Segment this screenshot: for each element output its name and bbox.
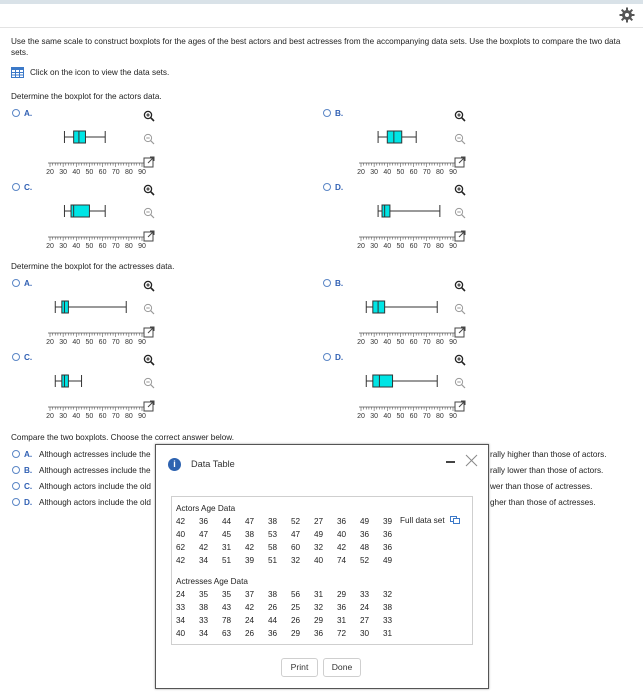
part2-prompt: Determine the boxplot for the actresses data. <box>11 262 175 271</box>
data-table-icon[interactable] <box>11 67 24 78</box>
axis-tick-label: 50 <box>85 169 94 175</box>
actresses-data-title: Actresses Age Data <box>176 577 248 586</box>
answer-a-radio[interactable] <box>12 450 20 458</box>
actresses-data-cell: 33 <box>360 590 370 599</box>
actors-data-cell: 31 <box>222 543 232 552</box>
zoom-in-icon[interactable] <box>454 110 466 122</box>
actors-data-cell: 36 <box>383 543 393 552</box>
answer-c-letter: C. <box>24 482 33 491</box>
actors-boxplot-d <box>355 199 460 249</box>
actresses-data-cell: 34 <box>176 616 186 625</box>
minimize-icon[interactable] <box>446 461 455 463</box>
actors-data-cell: 38 <box>245 530 255 539</box>
actresses-boxplot-d <box>355 369 460 419</box>
axis-tick-label: 30 <box>370 243 379 249</box>
axis-tick-label: 20 <box>357 169 365 175</box>
axis-tick-label: 90 <box>449 339 457 345</box>
axis-tick-label: 20 <box>46 243 54 249</box>
actors-data-table <box>176 515 406 567</box>
actors-data-cell: 32 <box>291 556 301 565</box>
actors-data-cell: 44 <box>222 517 232 526</box>
axis-tick-label: 30 <box>59 339 68 345</box>
actors-data-cell: 27 <box>314 517 324 526</box>
iqr-box <box>74 131 86 143</box>
iqr-box <box>387 131 401 143</box>
data-table-dialog <box>155 444 489 689</box>
actresses-data-cell: 29 <box>337 590 347 599</box>
answer-a-letter: A. <box>24 450 33 459</box>
answer-d-text-left: Although actors include the old <box>39 498 151 507</box>
axis-tick-label: 30 <box>59 243 68 249</box>
actresses-data-cell: 43 <box>222 603 232 612</box>
axis-tick-label: 60 <box>409 339 418 345</box>
actresses-data-cell: 42 <box>245 603 255 612</box>
actresses-option-c-label: C. <box>24 353 33 362</box>
axis-tick-label: 40 <box>72 413 81 419</box>
actresses-data-cell: 40 <box>176 629 186 638</box>
axis-tick-label: 30 <box>59 413 68 419</box>
actresses-option-b-label: B. <box>335 279 344 288</box>
actors-option-b-label: B. <box>335 109 344 118</box>
actresses-data-cell: 32 <box>383 590 393 599</box>
axis-tick-label: 20 <box>46 169 54 175</box>
popout-icon[interactable] <box>454 326 466 338</box>
actors-data-cell: 32 <box>314 543 324 552</box>
actresses-data-cell: 33 <box>199 616 209 625</box>
actors-data-cell: 34 <box>199 556 209 565</box>
actresses-data-cell: 56 <box>291 590 301 599</box>
axis-tick-label: 90 <box>138 243 146 249</box>
axis-tick-label: 20 <box>357 243 365 249</box>
actresses-data-cell: 44 <box>268 616 278 625</box>
info-icon: i <box>168 458 181 471</box>
actresses-data-cell: 29 <box>314 616 324 625</box>
axis-tick-label: 90 <box>449 243 457 249</box>
answer-d-radio[interactable] <box>12 498 20 506</box>
axis-tick-label: 60 <box>409 413 418 419</box>
actors-data-cell: 52 <box>360 556 370 565</box>
actresses-data-cell: 72 <box>337 629 347 638</box>
instructions: Use the same scale to construct boxplots for the ages of the best actors and best actresses from the accompanying data sets. Use the boxplots to compare the two data sets. <box>11 37 621 57</box>
zoom-out-icon[interactable] <box>143 377 155 389</box>
top-bar <box>0 0 643 4</box>
actresses-data-cell: 34 <box>199 629 209 638</box>
actors-data-cell: 58 <box>268 543 278 552</box>
axis-tick-label: 50 <box>85 339 94 345</box>
actresses-data-cell: 38 <box>383 603 393 612</box>
actors-data-cell: 52 <box>291 517 301 526</box>
axis-tick-label: 60 <box>98 169 107 175</box>
full-data-set-label: Full data set <box>400 516 445 525</box>
actresses-option-c-radio[interactable] <box>12 353 20 361</box>
axis-tick-label: 80 <box>124 243 133 249</box>
actors-data-cell: 40 <box>176 530 186 539</box>
actors-data-cell: 47 <box>199 530 209 539</box>
actors-data-cell: 42 <box>176 556 186 565</box>
data-link-text[interactable]: Click on the icon to view the data sets. <box>30 68 170 77</box>
zoom-out-icon[interactable] <box>454 303 466 315</box>
full-data-set-link[interactable] <box>400 516 460 525</box>
part3-prompt: Compare the two boxplots. Choose the correct answer below. <box>11 433 234 442</box>
actresses-data-cell: 36 <box>314 629 324 638</box>
popout-icon[interactable] <box>143 230 155 242</box>
axis-tick-label: 70 <box>111 339 120 345</box>
actors-data-cell: 47 <box>245 517 255 526</box>
actors-option-a-label: A. <box>24 109 33 118</box>
axis-tick-label: 80 <box>124 339 133 345</box>
actors-option-c-label: C. <box>24 183 33 192</box>
axis-tick-label: 20 <box>46 413 54 419</box>
answer-c-text-left: Although actors include the old <box>39 482 151 491</box>
actors-data-cell: 42 <box>245 543 255 552</box>
actors-data-cell: 60 <box>291 543 301 552</box>
axis-tick-label: 70 <box>422 413 431 419</box>
axis-tick-label: 40 <box>383 169 392 175</box>
actors-data-cell: 45 <box>222 530 232 539</box>
actresses-data-cell: 24 <box>245 616 255 625</box>
actors-data-cell: 53 <box>268 530 278 539</box>
axis-tick-label: 40 <box>72 339 81 345</box>
actors-data-cell: 40 <box>337 530 347 539</box>
popout-icon[interactable] <box>143 400 155 412</box>
axis-tick-label: 70 <box>422 169 431 175</box>
axis-tick-label: 90 <box>138 339 146 345</box>
zoom-in-icon[interactable] <box>454 184 466 196</box>
actors-data-cell: 38 <box>268 517 278 526</box>
axis-tick-label: 30 <box>59 169 68 175</box>
zoom-out-icon[interactable] <box>143 207 155 219</box>
actors-data-cell: 42 <box>176 517 186 526</box>
zoom-in-icon[interactable] <box>143 110 155 122</box>
popout-icon[interactable] <box>454 400 466 412</box>
actors-data-row <box>176 515 406 528</box>
actresses-data-cell: 26 <box>268 603 278 612</box>
actors-data-cell: 42 <box>337 543 347 552</box>
actors-data-cell: 39 <box>383 517 393 526</box>
actresses-data-cell: 31 <box>383 629 393 638</box>
axis-tick-label: 20 <box>46 339 54 345</box>
axis-tick-label: 40 <box>383 413 392 419</box>
actresses-data-cell: 24 <box>360 603 370 612</box>
axis-tick-label: 30 <box>370 169 379 175</box>
popout-icon[interactable] <box>454 156 466 168</box>
actresses-boxplot-a <box>44 295 149 345</box>
actresses-data-cell: 38 <box>268 590 278 599</box>
axis-tick-label: 60 <box>98 243 107 249</box>
actresses-data-cell: 24 <box>176 590 186 599</box>
actors-data-cell: 47 <box>291 530 301 539</box>
actors-data-cell: 42 <box>199 543 209 552</box>
actresses-data-table <box>176 588 406 640</box>
popout-icon[interactable] <box>143 156 155 168</box>
axis-tick-label: 50 <box>85 243 94 249</box>
actors-data-cell: 36 <box>383 530 393 539</box>
axis-tick-label: 80 <box>435 339 444 345</box>
actresses-data-cell: 31 <box>314 590 324 599</box>
close-icon[interactable] <box>465 454 478 467</box>
gear-icon[interactable] <box>619 7 635 23</box>
actresses-data-cell: 35 <box>222 590 232 599</box>
axis-tick-label: 50 <box>396 339 405 345</box>
axis-tick-label: 40 <box>72 243 81 249</box>
actresses-data-cell: 26 <box>291 616 301 625</box>
print-button[interactable]: Print <box>281 658 318 677</box>
popout-icon[interactable] <box>143 326 155 338</box>
actors-option-a-radio[interactable] <box>12 109 20 117</box>
actresses-data-cell: 29 <box>291 629 301 638</box>
answer-d-text-right: gher than those of actresses. <box>490 498 596 507</box>
axis-tick-label: 90 <box>138 413 146 419</box>
iqr-box <box>62 375 69 387</box>
iqr-box <box>62 301 69 313</box>
actresses-data-cell: 33 <box>176 603 186 612</box>
axis-tick-label: 90 <box>449 169 457 175</box>
actors-option-c-radio[interactable] <box>12 183 20 191</box>
iqr-box <box>373 375 393 387</box>
actors-boxplot-b <box>355 125 460 175</box>
answer-d-letter: D. <box>24 498 33 507</box>
actors-data-title: Actors Age Data <box>176 504 236 513</box>
actors-data-cell: 36 <box>337 517 347 526</box>
actors-option-d-radio[interactable] <box>323 183 331 191</box>
actresses-option-b-radio[interactable] <box>323 279 331 287</box>
actors-data-cell: 49 <box>383 556 393 565</box>
axis-tick-label: 40 <box>383 339 392 345</box>
axis-tick-label: 70 <box>422 243 431 249</box>
actresses-data-row <box>176 627 406 640</box>
actresses-option-a-label: A. <box>24 279 33 288</box>
actors-data-cell: 49 <box>314 530 324 539</box>
zoom-out-icon[interactable] <box>143 303 155 315</box>
axis-tick-label: 60 <box>98 339 107 345</box>
axis-tick-label: 70 <box>111 413 120 419</box>
axis-tick-label: 60 <box>98 413 107 419</box>
divider <box>0 27 643 28</box>
actresses-data-cell: 31 <box>337 616 347 625</box>
actors-data-cell: 40 <box>314 556 324 565</box>
actors-data-cell: 49 <box>360 517 370 526</box>
axis-tick-label: 40 <box>72 169 81 175</box>
actresses-data-cell: 36 <box>268 629 278 638</box>
actresses-data-row <box>176 614 406 627</box>
answer-c-text-right: wer than those of actresses. <box>490 482 593 491</box>
zoom-in-icon[interactable] <box>454 354 466 366</box>
actresses-data-cell: 37 <box>245 590 255 599</box>
axis-tick-label: 40 <box>383 243 392 249</box>
zoom-in-icon[interactable] <box>143 280 155 292</box>
actresses-data-cell: 63 <box>222 629 232 638</box>
actors-data-row <box>176 541 406 554</box>
actors-data-cell: 36 <box>360 530 370 539</box>
iqr-box <box>382 205 390 217</box>
actors-boxplot-c <box>44 199 149 249</box>
actors-option-d-label: D. <box>335 183 344 192</box>
answer-b-text-left: Although actresses include the <box>39 466 151 475</box>
axis-tick-label: 80 <box>124 169 133 175</box>
axis-tick-label: 80 <box>435 413 444 419</box>
popout-icon[interactable] <box>454 230 466 242</box>
axis-tick-label: 80 <box>124 413 133 419</box>
axis-tick-label: 30 <box>370 413 379 419</box>
axis-tick-label: 80 <box>435 169 444 175</box>
actresses-data-cell: 30 <box>360 629 370 638</box>
axis-tick-label: 60 <box>409 169 418 175</box>
actresses-data-cell: 26 <box>245 629 255 638</box>
iqr-box <box>373 301 385 313</box>
actresses-data-cell: 27 <box>360 616 370 625</box>
actors-data-cell: 51 <box>222 556 232 565</box>
actors-data-cell: 48 <box>360 543 370 552</box>
axis-tick-label: 20 <box>357 413 365 419</box>
axis-tick-label: 80 <box>435 243 444 249</box>
actors-data-row <box>176 528 406 541</box>
answer-b-letter: B. <box>24 466 33 475</box>
zoom-out-icon[interactable] <box>143 133 155 145</box>
actresses-data-row <box>176 601 406 614</box>
actors-data-cell: 62 <box>176 543 186 552</box>
axis-tick-label: 70 <box>422 339 431 345</box>
data-sets-panel <box>171 496 473 645</box>
answer-a-text-right: rally higher than those of actors. <box>490 450 607 459</box>
done-button[interactable]: Done <box>323 658 361 677</box>
zoom-in-icon[interactable] <box>143 184 155 196</box>
axis-tick-label: 90 <box>138 169 146 175</box>
part1-prompt: Determine the boxplot for the actors data. <box>11 92 162 101</box>
copy-icon <box>450 516 460 524</box>
zoom-out-icon[interactable] <box>454 133 466 145</box>
actresses-data-cell: 35 <box>199 590 209 599</box>
actors-option-b-radio[interactable] <box>323 109 331 117</box>
zoom-out-icon[interactable] <box>454 377 466 389</box>
actresses-data-cell: 25 <box>291 603 301 612</box>
actresses-option-a-radio[interactable] <box>12 279 20 287</box>
axis-tick-label: 70 <box>111 243 120 249</box>
dialog-title: Data Table <box>191 459 235 469</box>
actresses-option-d-radio[interactable] <box>323 353 331 361</box>
actors-boxplot-a <box>44 125 149 175</box>
axis-tick-label: 50 <box>396 243 405 249</box>
actors-data-cell: 39 <box>245 556 255 565</box>
actresses-data-cell: 33 <box>383 616 393 625</box>
axis-tick-label: 90 <box>449 413 457 419</box>
axis-tick-label: 30 <box>370 339 379 345</box>
actors-data-row <box>176 554 406 567</box>
zoom-in-icon[interactable] <box>454 280 466 292</box>
actors-data-cell: 36 <box>199 517 209 526</box>
actresses-data-cell: 36 <box>337 603 347 612</box>
axis-tick-label: 50 <box>396 169 405 175</box>
answer-a-text-left: Although actresses include the <box>39 450 151 459</box>
actors-data-cell: 74 <box>337 556 347 565</box>
axis-tick-label: 70 <box>111 169 120 175</box>
axis-tick-label: 50 <box>396 413 405 419</box>
zoom-in-icon[interactable] <box>143 354 155 366</box>
actresses-data-cell: 32 <box>314 603 324 612</box>
axis-tick-label: 50 <box>85 413 94 419</box>
answer-b-text-right: rally lower than those of actors. <box>490 466 604 475</box>
actresses-data-cell: 38 <box>199 603 209 612</box>
answer-c-radio[interactable] <box>12 482 20 490</box>
axis-tick-label: 20 <box>357 339 365 345</box>
actresses-option-d-label: D. <box>335 353 344 362</box>
actresses-boxplot-c <box>44 369 149 419</box>
axis-tick-label: 60 <box>409 243 418 249</box>
actresses-data-row <box>176 588 406 601</box>
actors-data-cell: 51 <box>268 556 278 565</box>
answer-b-radio[interactable] <box>12 466 20 474</box>
actresses-boxplot-b <box>355 295 460 345</box>
actresses-data-cell: 78 <box>222 616 232 625</box>
zoom-out-icon[interactable] <box>454 207 466 219</box>
